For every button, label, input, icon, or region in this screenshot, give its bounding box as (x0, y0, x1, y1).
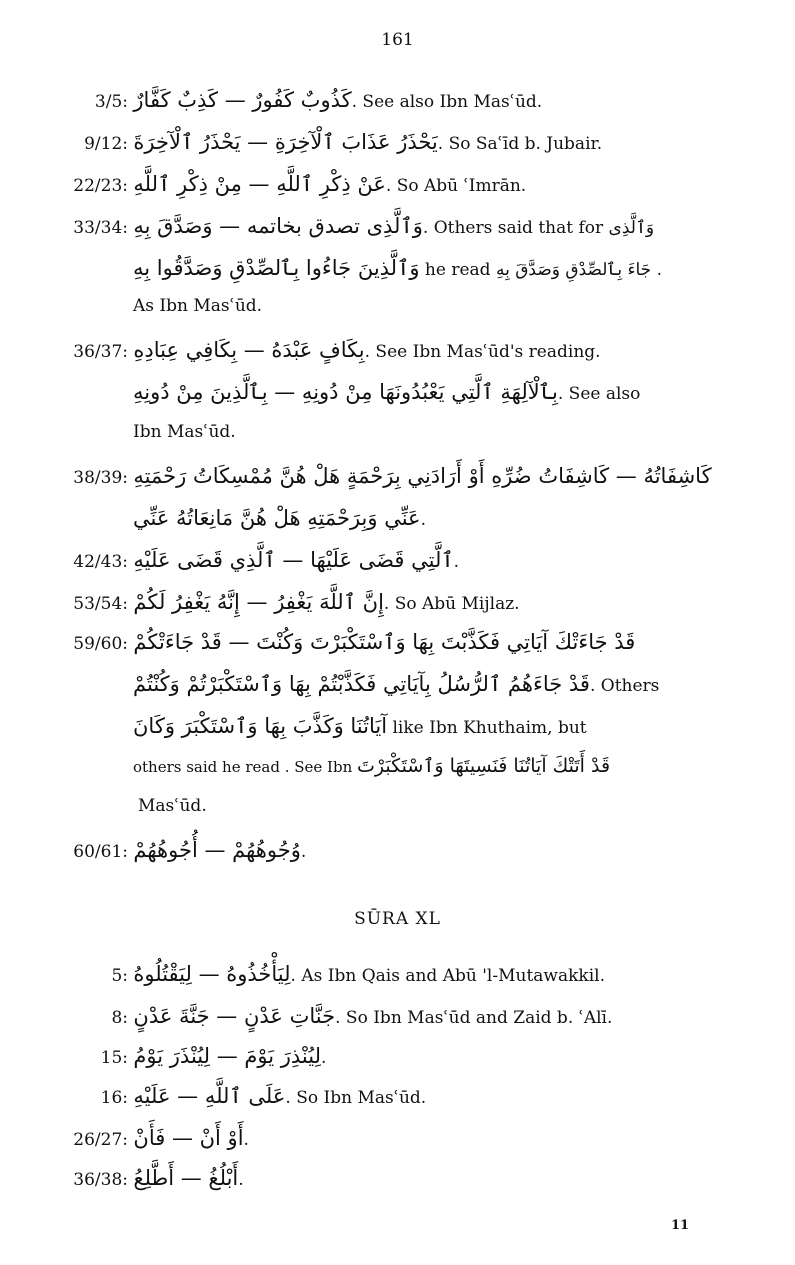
entry-36-37-line2 (133, 378, 640, 408)
entry-33-34-line2 (133, 254, 662, 284)
verse-ref: 9/12: (84, 134, 128, 154)
commentary: Ibn Masʿūd. (133, 422, 236, 442)
verse-ref: 5: (111, 966, 128, 986)
verse-ref: 26/27: (73, 1130, 128, 1150)
arabic-reading: بِٱلْآلِهَةِ ٱلَّتِي يَعْبُدُونَهَا مِنْ دُونِهِ — بِٱلَّذِينَ مِنْ دُونِهِ (133, 380, 558, 404)
arabic-reading: أَبْلُغُ — أَطَّلِعُ (133, 1166, 239, 1190)
arabic-reading: أَوْ أَنْ — فَأَنْ (133, 1126, 244, 1150)
commentary: . (243, 1130, 249, 1150)
arabic-reading: جَنَّاتِ عَدْنٍ — جَنَّةَ عَدْنٍ (133, 1004, 336, 1028)
commentary: . So Ibn Masʿūd and Zaid b. ʿAlī. (335, 1008, 613, 1028)
arabic-reading: قَدْ أَتَتْكَ آيَاتُنَا فَنَسِيتَهَا وَٱسْتَكْبَرْتَ (357, 755, 611, 777)
arabic-reading: عَلَى ٱللَّهِ — عَلَيْهِ (133, 1084, 286, 1108)
arabic-reading: لِيُنْذِرَ يَوْمَ — لِيُنْذَرَ يَوْمُ (133, 1044, 321, 1068)
entry-9-12 (60, 128, 602, 158)
verse-ref: 3/5: (94, 92, 128, 112)
commentary: . Others said that for وَٱلَّذِى (422, 218, 655, 238)
entry-36-37-line3 (133, 418, 236, 446)
arabic-reading: وُجُوهُهُمْ — أُجُوهُهُمْ (133, 838, 301, 862)
entry-59-60-line4 (133, 752, 610, 781)
entry-59-60 (60, 628, 635, 658)
verse-ref: 38/39: (73, 468, 128, 488)
entry-3-5 (60, 86, 542, 116)
entry-xl-15 (60, 1042, 326, 1072)
verse-ref: 22/23: (73, 176, 128, 196)
entry-36-37 (60, 336, 601, 366)
entry-xl-16 (60, 1082, 426, 1112)
entry-xl-8 (60, 1002, 612, 1032)
commentary: . As Ibn Qais and Abū 'l-Mutawakkil. (290, 966, 605, 986)
verse-ref: 36/38: (73, 1170, 128, 1190)
arabic-reading: آيَاتُنَا وَكَذَّبَ بِهَا وَٱسْتَكْبَرَ وَكَانَ (133, 714, 388, 738)
entry-xl-36-38 (60, 1164, 244, 1194)
verse-ref: 60/61: (73, 842, 128, 862)
arabic-reading: عَنِّي وَبِرَحْمَتِهِ هَلْ هُنَّ مَانِعَاتُهُ عَنِّي (133, 506, 421, 530)
arabic-reading: لِيَأْخُذُوهُ — لِيَقْتُلُوهُ (133, 962, 291, 986)
commentary: . (320, 1048, 327, 1068)
commentary: Masʿūd. (138, 796, 207, 816)
commentary: others said he read . See Ibn (133, 758, 353, 776)
commentary: he read جَاءَ بِٱلصِّدْقِ وَصَدَّقَ بِهِ . (419, 260, 663, 280)
verse-ref: 15: (100, 1048, 128, 1068)
verse-ref: 8: (111, 1008, 128, 1028)
commentary: . So Abū Mijlaz. (383, 594, 520, 614)
commentary: . See Ibn Masʿūd's reading. (364, 342, 601, 362)
entry-xl-5 (60, 960, 605, 990)
signature-mark: 11 (671, 1218, 690, 1233)
arabic-reading: إِنَّ ٱللَّهَ يَغْفِرُ — إِنَّهُ يَغْفِرُ لَكُمْ (133, 590, 384, 614)
commentary: . See also Ibn Masʿūd. (351, 92, 543, 112)
entry-59-60-line5 (138, 792, 207, 820)
entry-59-60-line3 (133, 712, 587, 742)
verse-ref: 59/60: (73, 634, 128, 654)
entry-38-39-line2 (133, 504, 426, 534)
arabic-reading: ٱلَّتِي قَضَى عَلَيْهَا — ٱلَّذِي قَضَى عَلَيْهِ (133, 548, 454, 572)
arabic-reading: كَذُوبٌ كَفُورٌ — كَذِبٌ كَفَّارٌ (133, 88, 352, 112)
entry-42-43 (60, 546, 459, 576)
commentary: . (238, 1170, 244, 1190)
page-number: 161 (381, 30, 414, 50)
arabic-reading: وَٱلَّذِينَ جَاءُوا بِٱلصِّدْقِ وَصَدَّقُوا بِهِ (133, 256, 420, 280)
commentary: . (300, 842, 307, 862)
arabic-reading: قَدْ جَاءَهُمُ ٱلرُّسُلُ بِآيَاتِي فَكَذَّبْتُمْ بِهَا وَٱسْتَكْبَرْتُمْ وَكُنْتُمْ (133, 672, 590, 696)
commentary: As Ibn Masʿūd. (133, 296, 263, 316)
commentary: . So Saʿīd b. Jubair. (437, 134, 603, 154)
entry-22-23 (60, 170, 526, 200)
commentary: . See also (557, 384, 641, 404)
commentary: . (453, 552, 460, 572)
commentary: . (420, 510, 426, 530)
verse-ref: 42/43: (73, 552, 128, 572)
arabic-reading: يَحْذَرُ عَذَابَ ٱلْآخِرَةِ — يَحْذَرُ ٱلْآخِرَةَ (133, 130, 438, 154)
entry-33-34 (60, 212, 654, 242)
verse-ref: 53/54: (73, 594, 128, 614)
entry-33-34-line3 (133, 292, 262, 320)
arabic-reading: عَنْ ذِكْرِ ٱللَّهِ — مِنْ ذِكْرِ ٱللَّهِ (133, 172, 386, 196)
entry-38-39 (60, 462, 712, 492)
entry-60-61 (60, 836, 306, 866)
sura-heading: SŪRA XL (354, 909, 441, 929)
verse-ref: 33/34: (73, 218, 128, 238)
entry-59-60-line2 (133, 670, 659, 700)
verse-ref: 36/37: (73, 342, 128, 362)
arabic-reading: بِكَافٍ عَبْدَهُ — بِكَافِي عِبَادِهِ (133, 338, 365, 362)
arabic-reading: كَاشِفَاتُهُ — كَاشِفَاتُ ضُرِّهِ أَوْ أَرَادَنِي بِرَحْمَةٍ هَلْ هُنَّ مُمْسِكَاتُ رَحْمَتِهِ (133, 464, 712, 488)
entry-53-54 (60, 588, 520, 618)
arabic-reading: قَدْ جَاءَتْكَ آيَاتِي فَكَذَّبْتَ بِهَا وَٱسْتَكْبَرْتَ وَكُنْتَ — قَدْ جَاءَتْكُمْ (133, 630, 636, 654)
commentary: . So Ibn Masʿūd. (285, 1088, 427, 1108)
commentary: . So Abū ʿImrān. (385, 176, 527, 196)
commentary: . Others (589, 676, 660, 696)
verse-ref: 16: (100, 1088, 128, 1108)
commentary: like Ibn Khuthaim, but (387, 718, 587, 738)
entry-xl-26-27 (60, 1124, 249, 1154)
arabic-reading: وَٱلَّذِى تصدق بخاتمه — وَصَدَّقَ بِهِ (133, 214, 423, 238)
